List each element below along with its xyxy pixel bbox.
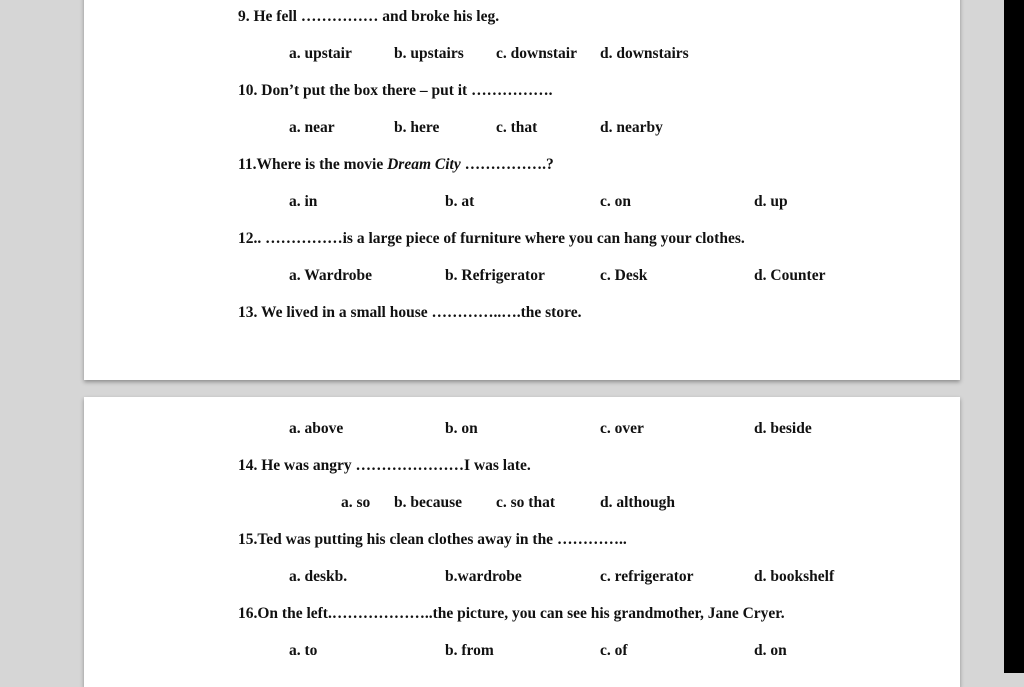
option-13b[interactable]: b. on xyxy=(445,420,478,437)
question-12: 12.. ……………is a large piece of furniture where you can hang your clothes. xyxy=(238,230,745,247)
option-13a[interactable]: a. above xyxy=(289,420,344,437)
option-14b[interactable]: b. because xyxy=(394,494,463,511)
option-11a[interactable]: a. in xyxy=(289,193,318,210)
option-13c[interactable]: c. over xyxy=(600,420,644,437)
question-11-text-end: …………….? xyxy=(460,156,554,173)
option-11d[interactable]: d. up xyxy=(754,193,788,210)
option-10a[interactable]: a. near xyxy=(289,119,335,136)
option-16a[interactable]: a. to xyxy=(289,642,318,659)
worksheet-page-1 xyxy=(84,0,960,380)
option-10b[interactable]: b. here xyxy=(394,119,440,136)
question-9: 9. He fell …………… and broke his leg. xyxy=(238,8,500,25)
option-12b[interactable]: b. Refrigerator xyxy=(445,267,545,284)
option-9d[interactable]: d. downstairs xyxy=(600,45,689,62)
question-13: 13. We lived in a small house …………..….the store. xyxy=(238,304,582,321)
question-10: 10. Don’t put the box there – put it ……………. xyxy=(238,82,553,99)
option-16d[interactable]: d. on xyxy=(754,642,787,659)
option-12c[interactable]: c. Desk xyxy=(600,267,648,284)
option-10d[interactable]: d. nearby xyxy=(600,119,663,136)
option-9a[interactable]: a. upstair xyxy=(289,45,352,62)
question-14: 14. He was angry …………………I was late. xyxy=(238,457,531,474)
option-15a[interactable]: a. deskb. xyxy=(289,568,348,585)
question-11-movie-title: Dream City xyxy=(387,156,461,173)
option-14d[interactable]: d. although xyxy=(600,494,675,511)
option-13d[interactable]: d. beside xyxy=(754,420,812,437)
question-15: 15.Ted was putting his clean clothes away in the ………….. xyxy=(238,531,627,548)
option-9b[interactable]: b. upstairs xyxy=(394,45,464,62)
option-14a[interactable]: a. so xyxy=(341,494,371,511)
option-10c[interactable]: c. that xyxy=(496,119,538,136)
question-11-text-start: 11.Where is the movie xyxy=(238,156,388,173)
option-16c[interactable]: c. of xyxy=(600,642,628,659)
option-15d[interactable]: d. bookshelf xyxy=(754,568,835,585)
option-9c[interactable]: c. downstair xyxy=(496,45,577,62)
question-16: 16.On the left.………………..the picture, you can see his grandmother, Jane Cryer. xyxy=(238,605,785,622)
option-15b[interactable]: b.wardrobe xyxy=(445,568,522,585)
option-11b[interactable]: b. at xyxy=(445,193,475,210)
option-15c[interactable]: c. refrigerator xyxy=(600,568,694,585)
option-11c[interactable]: c. on xyxy=(600,193,631,210)
option-12a[interactable]: a. Wardrobe xyxy=(289,267,372,284)
option-16b[interactable]: b. from xyxy=(445,642,494,659)
option-12d[interactable]: d. Counter xyxy=(754,267,826,284)
question-11 xyxy=(238,155,554,175)
worksheet-page-2 xyxy=(84,397,960,687)
option-14c[interactable]: c. so that xyxy=(496,494,555,511)
screen-edge xyxy=(1004,0,1024,673)
